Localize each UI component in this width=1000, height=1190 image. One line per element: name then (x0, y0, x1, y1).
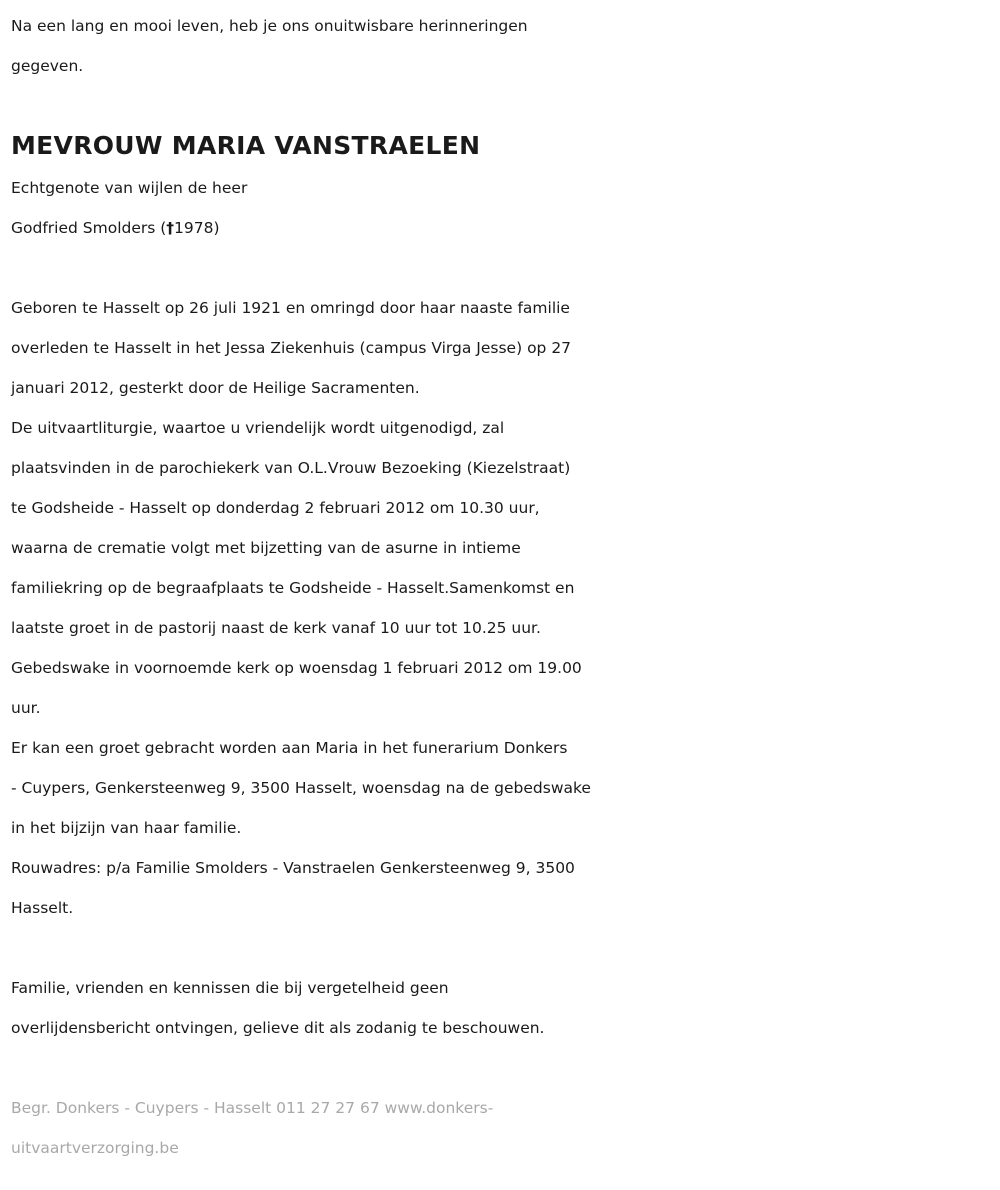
footer-line: Begr. Donkers - Cuypers - Hasselt 011 27 27 67 www.donkers- (11, 1099, 494, 1117)
deceased-name: MEVROUW MARIA VANSTRAELEN (11, 131, 481, 160)
spouse-name: Godfried Smolders ( (11, 219, 167, 237)
footer-line: uitvaartverzorging.be (11, 1139, 179, 1157)
body-text (11, 288, 991, 928)
body-line: Rouwadres: p/a Familie Smolders - Vanstraelen Genkersteenweg 9, 3500 (11, 859, 575, 877)
cross-icon: † (166, 219, 175, 237)
body-line: familiekring op de begraafplaats te Godsheide - Hasselt.Samenkomst en (11, 579, 575, 597)
intro-text (11, 6, 991, 86)
obituary-notice (11, 6, 991, 1168)
body-line: te Godsheide - Hasselt op donderdag 2 februari 2012 om 10.30 uur, (11, 499, 540, 517)
body-line: waarna de crematie volgt met bijzetting van de asurne in intieme (11, 539, 521, 557)
body-line: laatste groet in de pastorij naast de kerk vanaf 10 uur tot 10.25 uur. (11, 619, 541, 637)
body-line: uur. (11, 699, 41, 717)
spouse-line: Echtgenote van wijlen de heer (11, 179, 248, 197)
spouse-line (11, 208, 991, 248)
body-line: - Cuypers, Genkersteenweg 9, 3500 Hasselt, woensdag na de gebedswake (11, 779, 591, 797)
spouse-info (11, 168, 991, 248)
spouse-death-year: 1978) (174, 219, 220, 237)
closing-line: overlijdensbericht ontvingen, gelieve dit als zodanig te beschouwen. (11, 1019, 545, 1037)
closing-text (11, 968, 991, 1048)
body-line: in het bijzijn van haar familie. (11, 819, 242, 837)
intro-line: gegeven. (11, 57, 84, 75)
funeral-home-footer (11, 1088, 991, 1168)
body-line: Er kan een groet gebracht worden aan Maria in het funerarium Donkers (11, 739, 568, 757)
body-line: Geboren te Hasselt op 26 juli 1921 en omringd door haar naaste familie (11, 299, 570, 317)
intro-line: Na een lang en mooi leven, heb je ons onuitwisbare herinneringen (11, 17, 528, 35)
body-line: overleden te Hasselt in het Jessa Ziekenhuis (campus Virga Jesse) op 27 (11, 339, 572, 357)
spacer (11, 248, 991, 288)
body-line: Gebedswake in voornoemde kerk op woensdag 1 februari 2012 om 19.00 (11, 659, 582, 677)
spacer (11, 928, 991, 968)
body-line: januari 2012, gesterkt door de Heilige Sacramenten. (11, 379, 420, 397)
body-line: Hasselt. (11, 899, 74, 917)
body-line: plaatsvinden in de parochiekerk van O.L.Vrouw Bezoeking (Kiezelstraat) (11, 459, 571, 477)
body-line: De uitvaartliturgie, waartoe u vriendelijk wordt uitgenodigd, zal (11, 419, 505, 437)
closing-line: Familie, vrienden en kennissen die bij vergetelheid geen (11, 979, 449, 997)
